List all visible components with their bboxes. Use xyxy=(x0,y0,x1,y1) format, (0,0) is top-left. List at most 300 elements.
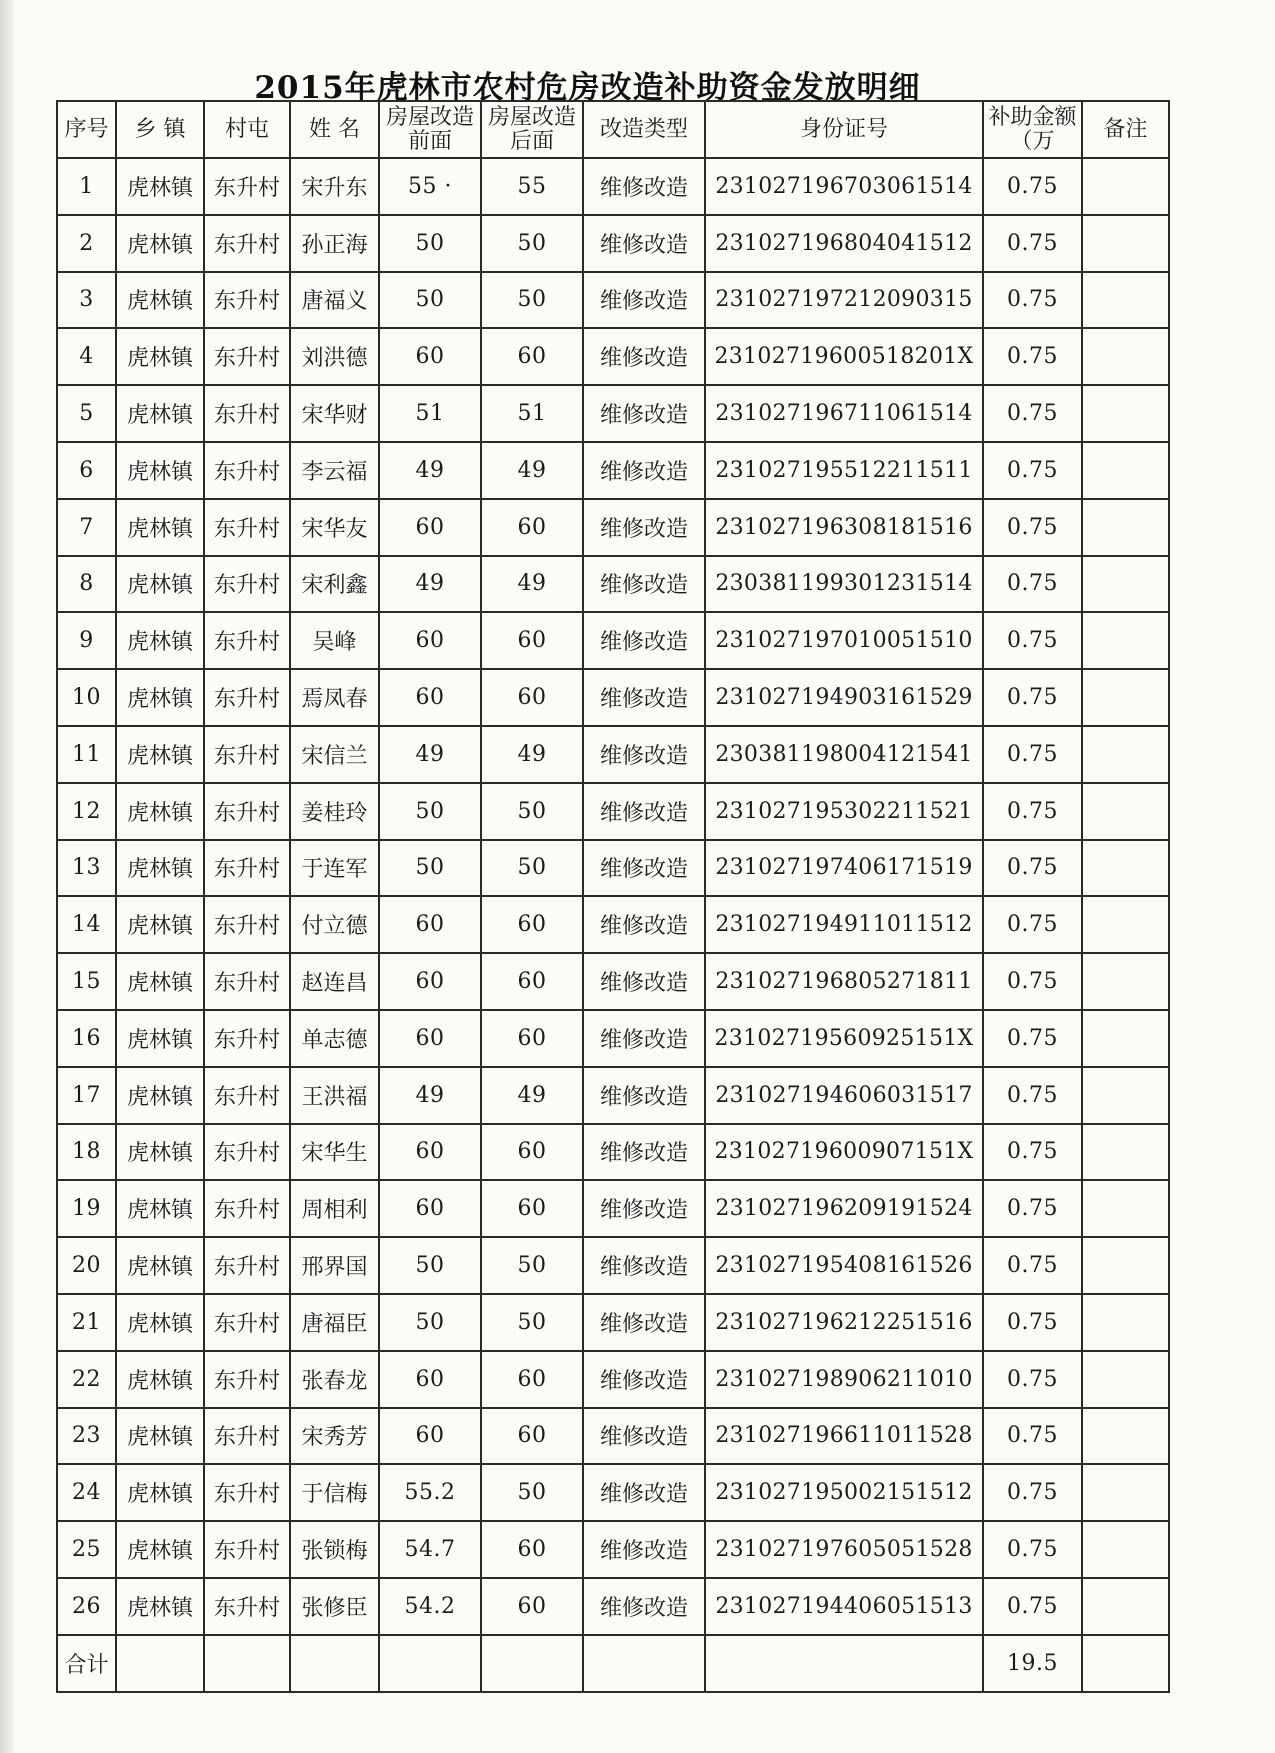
cell-name: 宋华生 xyxy=(290,1124,379,1181)
cell-type: 维修改造 xyxy=(583,442,705,499)
cell-id-number: 231027196711061514 xyxy=(705,385,983,442)
cell-note xyxy=(1082,1237,1169,1294)
page-title: 2015年虎林市农村危房改造补助资金发放明细 xyxy=(254,70,921,106)
cell-amount: 0.75 xyxy=(983,726,1082,783)
cell-name: 唐福臣 xyxy=(290,1294,379,1351)
table-row xyxy=(57,783,1169,840)
cell-town: 虎林镇 xyxy=(116,1237,204,1294)
cell-village: 东升村 xyxy=(204,1010,290,1067)
cell-amount: 0.75 xyxy=(983,328,1082,385)
cell-town: 虎林镇 xyxy=(116,158,204,215)
cell-type: 维修改造 xyxy=(583,669,705,726)
cell-type: 维修改造 xyxy=(583,953,705,1010)
cell-town: 虎林镇 xyxy=(116,556,204,613)
cell-area-after: 50 xyxy=(481,1294,583,1351)
cell-area-after: 60 xyxy=(481,1351,583,1408)
cell-amount: 0.75 xyxy=(983,1521,1082,1578)
cell-type: 维修改造 xyxy=(583,328,705,385)
cell-town: 虎林镇 xyxy=(116,1294,204,1351)
table-row xyxy=(57,385,1169,442)
cell-village: 东升村 xyxy=(204,1180,290,1237)
cell-seq: 10 xyxy=(57,669,116,726)
cell-town: 虎林镇 xyxy=(116,1124,204,1181)
cell-name: 邢界国 xyxy=(290,1237,379,1294)
cell-village: 东升村 xyxy=(204,442,290,499)
cell-note xyxy=(1082,1294,1169,1351)
total-amount: 19.5 xyxy=(983,1635,1082,1692)
cell-seq: 22 xyxy=(57,1351,116,1408)
cell-seq: 24 xyxy=(57,1464,116,1521)
cell-area-before: 49 xyxy=(379,1067,481,1124)
cell-seq: 2 xyxy=(57,215,116,272)
cell-amount: 0.75 xyxy=(983,783,1082,840)
cell-amount: 0.75 xyxy=(983,215,1082,272)
cell-seq: 9 xyxy=(57,612,116,669)
cell-amount: 0.75 xyxy=(983,556,1082,613)
cell-id-number: 231027196212251516 xyxy=(705,1294,983,1351)
cell-amount: 0.75 xyxy=(983,1351,1082,1408)
cell-seq: 12 xyxy=(57,783,116,840)
total-row xyxy=(57,1635,1169,1692)
table-body xyxy=(57,158,1169,1635)
cell-note xyxy=(1082,1351,1169,1408)
cell-village: 东升村 xyxy=(204,1521,290,1578)
cell-type: 维修改造 xyxy=(583,783,705,840)
cell-note xyxy=(1082,840,1169,897)
table-row xyxy=(57,726,1169,783)
cell-village: 东升村 xyxy=(204,328,290,385)
cell-note xyxy=(1082,1067,1169,1124)
cell-note xyxy=(1082,1408,1169,1465)
cell-id-number: 23102719560925151X xyxy=(705,1010,983,1067)
cell-area-after: 50 xyxy=(481,840,583,897)
cell-note xyxy=(1082,669,1169,726)
cell-town: 虎林镇 xyxy=(116,499,204,556)
cell-village: 东升村 xyxy=(204,783,290,840)
cell-note xyxy=(1082,896,1169,953)
cell-seq: 20 xyxy=(57,1237,116,1294)
header-area-after xyxy=(481,101,583,158)
cell-id-number: 231027195302211521 xyxy=(705,783,983,840)
cell-id-number: 231027195002151512 xyxy=(705,1464,983,1521)
cell-id-number: 230381198004121541 xyxy=(705,726,983,783)
cell-area-before: 60 xyxy=(379,669,481,726)
cell-area-before: 54.7 xyxy=(379,1521,481,1578)
cell-town: 虎林镇 xyxy=(116,1578,204,1635)
table-row xyxy=(57,840,1169,897)
cell-name: 于信梅 xyxy=(290,1464,379,1521)
cell-name: 宋利鑫 xyxy=(290,556,379,613)
cell-seq: 26 xyxy=(57,1578,116,1635)
cell-note xyxy=(1082,442,1169,499)
cell-village: 东升村 xyxy=(204,612,290,669)
table-row xyxy=(57,1294,1169,1351)
table-row xyxy=(57,1124,1169,1181)
cell-town: 虎林镇 xyxy=(116,896,204,953)
cell-id-number: 231027198906211010 xyxy=(705,1351,983,1408)
cell-village: 东升村 xyxy=(204,556,290,613)
cell-amount: 0.75 xyxy=(983,1408,1082,1465)
cell-id-number: 231027194903161529 xyxy=(705,669,983,726)
table-row xyxy=(57,1578,1169,1635)
cell-village: 东升村 xyxy=(204,953,290,1010)
cell-type: 维修改造 xyxy=(583,272,705,329)
cell-area-before: 50 xyxy=(379,272,481,329)
cell-amount: 0.75 xyxy=(983,612,1082,669)
cell-village: 东升村 xyxy=(204,726,290,783)
cell-note xyxy=(1082,953,1169,1010)
cell-amount: 0.75 xyxy=(983,272,1082,329)
cell-town: 虎林镇 xyxy=(116,726,204,783)
cell-type: 维修改造 xyxy=(583,1124,705,1181)
cell-area-after: 55 xyxy=(481,158,583,215)
cell-id-number: 231027194911011512 xyxy=(705,896,983,953)
cell-seq: 1 xyxy=(57,158,116,215)
cell-type: 维修改造 xyxy=(583,1010,705,1067)
cell-area-after: 60 xyxy=(481,1010,583,1067)
cell-note xyxy=(1082,328,1169,385)
cell-area-before: 60 xyxy=(379,1408,481,1465)
cell-note xyxy=(1082,1521,1169,1578)
cell-seq: 19 xyxy=(57,1180,116,1237)
cell-area-before: 60 xyxy=(379,953,481,1010)
cell-note xyxy=(1082,726,1169,783)
cell-id-number: 231027196611011528 xyxy=(705,1408,983,1465)
cell-area-before: 60 xyxy=(379,328,481,385)
cell-seq: 4 xyxy=(57,328,116,385)
cell-village: 东升村 xyxy=(204,1351,290,1408)
table-row xyxy=(57,272,1169,329)
cell-seq: 8 xyxy=(57,556,116,613)
cell-type: 维修改造 xyxy=(583,1294,705,1351)
cell-name: 张锁梅 xyxy=(290,1521,379,1578)
total-empty-cell xyxy=(290,1635,379,1692)
cell-seq: 18 xyxy=(57,1124,116,1181)
cell-village: 东升村 xyxy=(204,158,290,215)
cell-type: 维修改造 xyxy=(583,612,705,669)
cell-amount: 0.75 xyxy=(983,669,1082,726)
scan-edge xyxy=(0,0,14,1753)
cell-type: 维修改造 xyxy=(583,1237,705,1294)
cell-type: 维修改造 xyxy=(583,499,705,556)
cell-seq: 17 xyxy=(57,1067,116,1124)
cell-amount: 0.75 xyxy=(983,953,1082,1010)
cell-name: 宋华财 xyxy=(290,385,379,442)
cell-village: 东升村 xyxy=(204,1124,290,1181)
cell-name: 宋华友 xyxy=(290,499,379,556)
cell-note xyxy=(1082,272,1169,329)
cell-amount: 0.75 xyxy=(983,840,1082,897)
cell-town: 虎林镇 xyxy=(116,1180,204,1237)
cell-area-after: 60 xyxy=(481,1124,583,1181)
cell-village: 东升村 xyxy=(204,1578,290,1635)
cell-id-number: 231027197406171519 xyxy=(705,840,983,897)
header-type: 改造类型 xyxy=(583,101,705,158)
cell-seq: 15 xyxy=(57,953,116,1010)
cell-id-number: 231027197605051528 xyxy=(705,1521,983,1578)
table-row xyxy=(57,1010,1169,1067)
cell-area-after: 60 xyxy=(481,896,583,953)
cell-amount: 0.75 xyxy=(983,442,1082,499)
cell-seq: 3 xyxy=(57,272,116,329)
cell-note xyxy=(1082,158,1169,215)
cell-amount: 0.75 xyxy=(983,1124,1082,1181)
cell-area-before: 50 xyxy=(379,215,481,272)
cell-village: 东升村 xyxy=(204,1464,290,1521)
cell-seq: 25 xyxy=(57,1521,116,1578)
cell-note xyxy=(1082,556,1169,613)
cell-amount: 0.75 xyxy=(983,1180,1082,1237)
cell-area-after: 60 xyxy=(481,612,583,669)
cell-id-number: 231027196209191524 xyxy=(705,1180,983,1237)
cell-town: 虎林镇 xyxy=(116,1010,204,1067)
cell-name: 孙正海 xyxy=(290,215,379,272)
table-row xyxy=(57,442,1169,499)
cell-area-before: 50 xyxy=(379,1237,481,1294)
cell-area-before: 60 xyxy=(379,1010,481,1067)
header-name: 姓 名 xyxy=(290,101,379,158)
header-town: 乡 镇 xyxy=(116,101,204,158)
cell-area-before: 60 xyxy=(379,499,481,556)
cell-type: 维修改造 xyxy=(583,1521,705,1578)
cell-village: 东升村 xyxy=(204,1067,290,1124)
table-row xyxy=(57,1237,1169,1294)
cell-name: 唐福义 xyxy=(290,272,379,329)
cell-name: 王洪福 xyxy=(290,1067,379,1124)
table-row xyxy=(57,556,1169,613)
cell-area-after: 49 xyxy=(481,726,583,783)
cell-id-number: 231027196703061514 xyxy=(705,158,983,215)
total-label: 合计 xyxy=(57,1635,116,1692)
cell-name: 张春龙 xyxy=(290,1351,379,1408)
table-row xyxy=(57,158,1169,215)
cell-name: 宋升东 xyxy=(290,158,379,215)
cell-amount: 0.75 xyxy=(983,1067,1082,1124)
cell-id-number: 231027197212090315 xyxy=(705,272,983,329)
cell-name: 于连军 xyxy=(290,840,379,897)
cell-town: 虎林镇 xyxy=(116,442,204,499)
cell-area-after: 60 xyxy=(481,953,583,1010)
table-row xyxy=(57,896,1169,953)
cell-area-after: 51 xyxy=(481,385,583,442)
header-area-after-label: 房屋改造后面 xyxy=(487,104,576,154)
cell-type: 维修改造 xyxy=(583,726,705,783)
cell-village: 东升村 xyxy=(204,215,290,272)
cell-type: 维修改造 xyxy=(583,896,705,953)
subsidy-table xyxy=(56,100,1170,1693)
cell-type: 维修改造 xyxy=(583,1180,705,1237)
cell-id-number: 231027195408161526 xyxy=(705,1237,983,1294)
cell-note xyxy=(1082,1180,1169,1237)
cell-amount: 0.75 xyxy=(983,1464,1082,1521)
cell-area-after: 60 xyxy=(481,1521,583,1578)
cell-area-after: 49 xyxy=(481,556,583,613)
cell-amount: 0.75 xyxy=(983,385,1082,442)
table-row xyxy=(57,1351,1169,1408)
cell-note xyxy=(1082,1578,1169,1635)
cell-area-before: 60 xyxy=(379,612,481,669)
table-row xyxy=(57,328,1169,385)
cell-name: 宋信兰 xyxy=(290,726,379,783)
cell-id-number: 230381199301231514 xyxy=(705,556,983,613)
cell-id-number: 23102719600907151X xyxy=(705,1124,983,1181)
cell-note xyxy=(1082,215,1169,272)
cell-type: 维修改造 xyxy=(583,840,705,897)
cell-amount: 0.75 xyxy=(983,896,1082,953)
cell-area-after: 60 xyxy=(481,328,583,385)
cell-name: 宋秀芳 xyxy=(290,1408,379,1465)
cell-id-number: 231027195512211511 xyxy=(705,442,983,499)
cell-area-after: 49 xyxy=(481,1067,583,1124)
cell-area-after: 60 xyxy=(481,1180,583,1237)
cell-area-before: 60 xyxy=(379,1124,481,1181)
table-row xyxy=(57,1180,1169,1237)
cell-town: 虎林镇 xyxy=(116,385,204,442)
cell-area-after: 50 xyxy=(481,215,583,272)
cell-area-before: 49 xyxy=(379,442,481,499)
cell-seq: 13 xyxy=(57,840,116,897)
cell-note xyxy=(1082,783,1169,840)
cell-area-before: 60 xyxy=(379,1180,481,1237)
table-row xyxy=(57,612,1169,669)
header-area-before xyxy=(379,101,481,158)
cell-type: 维修改造 xyxy=(583,158,705,215)
table-row xyxy=(57,1067,1169,1124)
cell-note xyxy=(1082,385,1169,442)
cell-area-before: 49 xyxy=(379,556,481,613)
header-seq: 序号 xyxy=(57,101,116,158)
cell-village: 东升村 xyxy=(204,499,290,556)
cell-area-before: 55 · xyxy=(379,158,481,215)
cell-name: 周相利 xyxy=(290,1180,379,1237)
total-empty-cell xyxy=(116,1635,204,1692)
table-row xyxy=(57,1521,1169,1578)
header-village: 村屯 xyxy=(204,101,290,158)
cell-amount: 0.75 xyxy=(983,1010,1082,1067)
cell-amount: 0.75 xyxy=(983,1578,1082,1635)
cell-town: 虎林镇 xyxy=(116,1067,204,1124)
cell-amount: 0.75 xyxy=(983,1237,1082,1294)
cell-town: 虎林镇 xyxy=(116,1521,204,1578)
header-row xyxy=(57,101,1169,158)
cell-area-before: 54.2 xyxy=(379,1578,481,1635)
cell-village: 东升村 xyxy=(204,669,290,726)
cell-name: 李云福 xyxy=(290,442,379,499)
cell-village: 东升村 xyxy=(204,840,290,897)
cell-area-before: 55.2 xyxy=(379,1464,481,1521)
cell-amount: 0.75 xyxy=(983,158,1082,215)
header-area-before-label: 房屋改造前面 xyxy=(385,104,474,154)
cell-note xyxy=(1082,1010,1169,1067)
cell-area-after: 49 xyxy=(481,442,583,499)
total-empty-cell xyxy=(204,1635,290,1692)
cell-amount: 0.75 xyxy=(983,1294,1082,1351)
cell-id-number: 23102719600518201X xyxy=(705,328,983,385)
cell-id-number: 231027194406051513 xyxy=(705,1578,983,1635)
cell-name: 单志德 xyxy=(290,1010,379,1067)
cell-name: 张修臣 xyxy=(290,1578,379,1635)
cell-area-before: 49 xyxy=(379,726,481,783)
cell-id-number: 231027196308181516 xyxy=(705,499,983,556)
table-row xyxy=(57,1464,1169,1521)
cell-name: 刘洪德 xyxy=(290,328,379,385)
cell-type: 维修改造 xyxy=(583,1408,705,1465)
cell-town: 虎林镇 xyxy=(116,1351,204,1408)
cell-name: 焉凤春 xyxy=(290,669,379,726)
table-row xyxy=(57,1408,1169,1465)
cell-name: 赵连昌 xyxy=(290,953,379,1010)
cell-amount: 0.75 xyxy=(983,499,1082,556)
cell-seq: 7 xyxy=(57,499,116,556)
cell-type: 维修改造 xyxy=(583,556,705,613)
cell-note xyxy=(1082,1124,1169,1181)
cell-area-before: 50 xyxy=(379,840,481,897)
cell-town: 虎林镇 xyxy=(116,328,204,385)
cell-area-after: 50 xyxy=(481,1464,583,1521)
cell-village: 东升村 xyxy=(204,272,290,329)
cell-id-number: 231027197010051510 xyxy=(705,612,983,669)
cell-note xyxy=(1082,499,1169,556)
cell-seq: 5 xyxy=(57,385,116,442)
total-empty-cell xyxy=(1082,1635,1169,1692)
cell-seq: 23 xyxy=(57,1408,116,1465)
cell-town: 虎林镇 xyxy=(116,1464,204,1521)
cell-town: 虎林镇 xyxy=(116,669,204,726)
cell-town: 虎林镇 xyxy=(116,612,204,669)
total-empty-cell xyxy=(583,1635,705,1692)
cell-type: 维修改造 xyxy=(583,1464,705,1521)
cell-area-after: 50 xyxy=(481,783,583,840)
header-note: 备注 xyxy=(1082,101,1169,158)
table-row xyxy=(57,953,1169,1010)
table-row xyxy=(57,669,1169,726)
cell-seq: 16 xyxy=(57,1010,116,1067)
cell-type: 维修改造 xyxy=(583,215,705,272)
cell-village: 东升村 xyxy=(204,896,290,953)
cell-village: 东升村 xyxy=(204,1237,290,1294)
header-amount-label: 补助金额（万 xyxy=(988,104,1077,154)
cell-area-before: 50 xyxy=(379,1294,481,1351)
cell-town: 虎林镇 xyxy=(116,215,204,272)
cell-seq: 11 xyxy=(57,726,116,783)
cell-type: 维修改造 xyxy=(583,385,705,442)
cell-seq: 6 xyxy=(57,442,116,499)
cell-type: 维修改造 xyxy=(583,1351,705,1408)
cell-id-number: 231027194606031517 xyxy=(705,1067,983,1124)
total-empty-cell xyxy=(705,1635,983,1692)
cell-name: 吴峰 xyxy=(290,612,379,669)
cell-village: 东升村 xyxy=(204,1408,290,1465)
header-amount xyxy=(983,101,1082,158)
cell-area-after: 50 xyxy=(481,1237,583,1294)
header-id-number: 身份证号 xyxy=(705,101,983,158)
cell-town: 虎林镇 xyxy=(116,840,204,897)
cell-type: 维修改造 xyxy=(583,1067,705,1124)
cell-name: 姜桂玲 xyxy=(290,783,379,840)
cell-town: 虎林镇 xyxy=(116,953,204,1010)
cell-seq: 21 xyxy=(57,1294,116,1351)
cell-town: 虎林镇 xyxy=(116,783,204,840)
table-row xyxy=(57,499,1169,556)
cell-village: 东升村 xyxy=(204,385,290,442)
cell-area-before: 51 xyxy=(379,385,481,442)
cell-town: 虎林镇 xyxy=(116,272,204,329)
cell-area-before: 60 xyxy=(379,896,481,953)
cell-village: 东升村 xyxy=(204,1294,290,1351)
total-empty-cell xyxy=(379,1635,481,1692)
cell-seq: 14 xyxy=(57,896,116,953)
cell-area-after: 60 xyxy=(481,499,583,556)
